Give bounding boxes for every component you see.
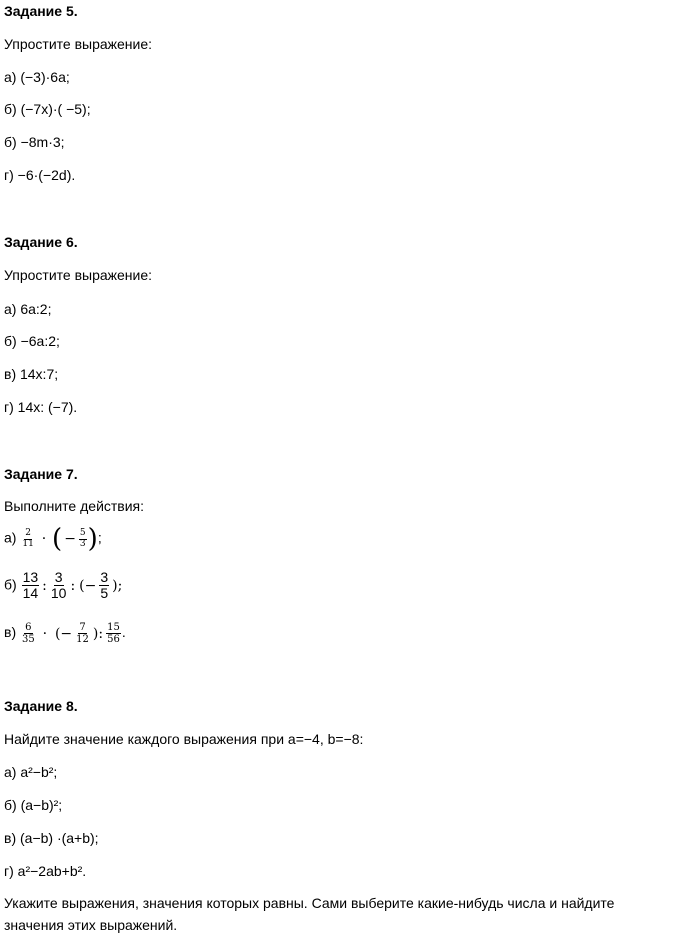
task7-c-f1-denominator: 35 [22,634,35,645]
task5-item-d: г) −6·(−2d). [4,167,76,183]
task7-b-f1-denominator: 14 [22,585,39,602]
task7-a-f2-denominator: 3 [79,538,86,549]
task7-a-f2-numerator: 5 [79,527,86,538]
task7-b-f3-numerator: 3 [100,569,109,585]
task7-b-fraction-1 [22,570,40,602]
task7-b-f2-denominator: 10 [50,585,67,602]
task7-expression-a [4,526,102,552]
task7-instruction: Выполните действия: [4,498,145,514]
task8-item-d: г) a²−2ab+b². [4,863,87,879]
task7-b-f1-numerator: 13 [22,569,39,585]
task5-title: Задание 5. [4,3,78,19]
task7-expression-b [4,570,124,602]
task7-a-end: ; [97,529,102,546]
task8-title: Задание 8. [4,698,78,714]
task7-c-f1-numerator: 6 [25,622,32,633]
task8-item-b: б) (a−b)²; [4,797,63,813]
task5-item-a: а) (−3)·6a; [4,69,70,85]
task7-a-fraction-1 [21,529,34,550]
task8-item-c: в) (a−b) ·(a+b); [4,830,99,846]
task7-a-open-paren: ( [52,524,63,554]
task6-item-d: г) 14x: (−7). [4,399,78,415]
task7-a-dot: · [41,531,47,547]
task7-a-f1-denominator: 11 [22,538,34,549]
task7-b-close: ); [112,577,123,594]
task7-c-fraction-2 [75,622,90,645]
task7-a-f1-numerator: 2 [25,527,31,538]
task5-item-c: б) −8m·3; [4,134,65,150]
task7-b-f2-numerator: 3 [54,569,63,585]
task8-item-a: а) a²−b²; [4,764,58,780]
task7-a-label: а) [4,529,17,546]
task6-title: Задание 6. [4,234,78,250]
task6-instruction: Упростите выражение: [4,267,153,283]
task6-item-b: б) −6a:2; [4,333,60,349]
task7-c-end: . [121,624,126,641]
task5-instruction: Упростите выражение: [4,36,153,52]
task7-a-fraction-2 [79,529,87,550]
task7-b-fraction-2 [50,570,68,602]
task7-a-close-paren: ) [87,524,98,554]
task7-c-f3-denominator: 56 [107,634,120,645]
task7-c-label: в) [4,624,17,641]
task7-c-open: (− [54,625,73,642]
task8-final-paragraph: Укажите выражения, значения которых равны. Сами выберите какие-нибудь числа и найдите значения этих выражений. [4,895,615,933]
task7-c-close: ): [92,625,104,642]
task7-c-dot: · [42,625,48,642]
task5-item-b: б) (−7x)·( −5); [4,101,91,117]
task7-b-label: б) [4,576,17,593]
task7-b-open: (− [79,577,97,594]
task6-item-a: а) 6a:2; [4,301,52,317]
task7-c-fraction-1 [21,622,36,645]
task7-title: Задание 7. [4,466,78,482]
task7-a-minus: − [64,531,76,547]
task7-b-colon-2: : [70,577,76,594]
task7-c-f3-numerator: 15 [107,622,120,633]
task7-expression-c [4,622,126,645]
task8-instruction: Найдите значение каждого выражения при a=−4, b=−8: [4,731,364,747]
task7-c-f2-denominator: 12 [76,634,89,645]
task7-c-f2-numerator: 7 [79,622,86,633]
task7-b-f3-denominator: 5 [100,585,109,602]
task7-b-colon-1: : [42,577,47,594]
task7-c-fraction-3 [106,622,121,645]
task7-b-fraction-3 [99,570,109,602]
task6-item-c: в) 14x:7; [4,366,59,382]
